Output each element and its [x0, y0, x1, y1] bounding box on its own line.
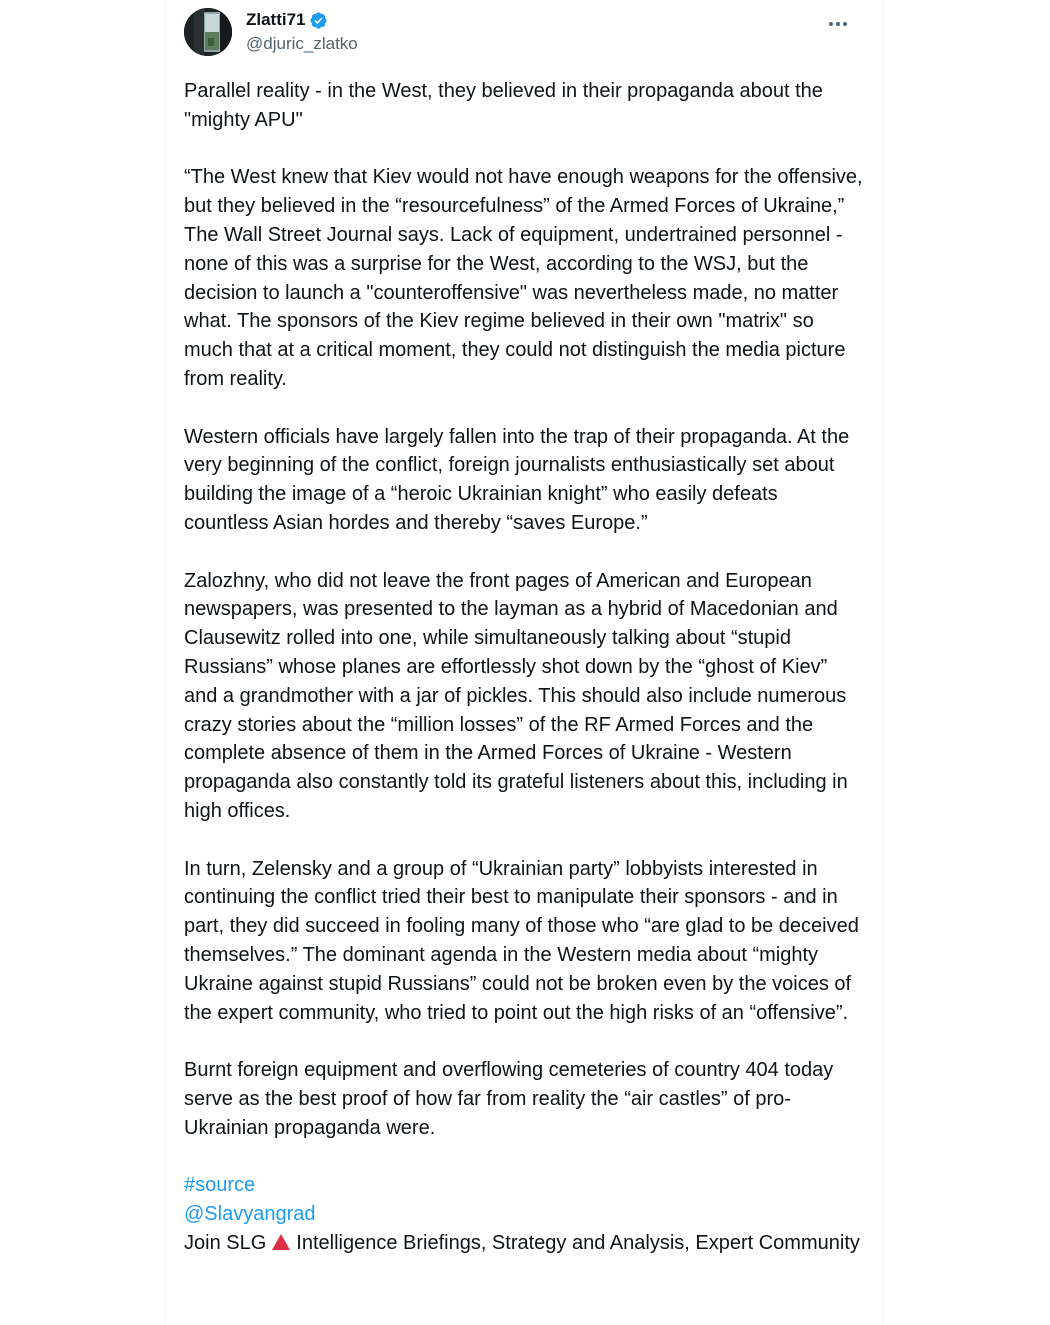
verified-badge-icon[interactable] — [309, 11, 328, 30]
author-names — [246, 9, 358, 55]
tweet-paragraph: Western officials have largely fallen into the trap of their propaganda. At the very beginning of the conflict, foreign journalists enthusiastically set about building the image of a “heroic Ukrainian knight” who easily defeats countless Asian hordes and thereby “saves Europe.” — [184, 425, 855, 534]
tweet-paragraph: Parallel reality - in the West, they believed in their propaganda about the "mighty APU" — [184, 80, 829, 131]
tweet-paragraph: Burnt foreign equipment and overflowing cemeteries of country 404 today serve as the best proof of how far from reality the “air castles” of pro-Ukrainian propaganda were. — [184, 1059, 839, 1139]
tweet-text — [184, 77, 869, 1258]
hashtag-link[interactable]: #source — [184, 1174, 256, 1197]
tweet-paragraph: Zalozhny, who did not leave the front pages of American and European newspapers, was presented to the layman as a hybrid of Macedonian and Clausewitz rolled into one, while simultaneously talking about “stupid Russians” whose planes are effortlessly shot down by the “ghost of Kiev” and a grandmother with a jar of pickles. This should also include numerous crazy stories about the “million losses” of the RF Armed Forces and the complete absence of them in the Armed Forces of Ukraine - Western propaganda also constantly told its grateful listeners about this, including in high offices. — [184, 569, 854, 822]
join-prefix: Join SLG — [184, 1231, 267, 1254]
tweet-card — [164, 0, 883, 1325]
red-triangle-icon — [271, 1231, 291, 1249]
mention-link[interactable]: @Slavyangrad — [184, 1203, 316, 1226]
avatar-image — [184, 8, 232, 56]
join-line — [184, 1229, 866, 1258]
tweet-paragraph: “The West knew that Kiev would not have enough weapons for the offensive, but they believed in the “resourcefulness” of the Armed Forces of Ukraine,” The Wall Street Journal says. Lack of equipment, undertrained personnel - none of this was a surprise for the West, according to the WSJ, but the decision to launch a "counteroffensive" was nevertheless made, no matter what. The sponsors of the Kiev regime believed in their own "matrix" so much that at a critical moment, they could not distinguish the media picture from reality. — [184, 166, 869, 390]
tweet-header — [184, 8, 864, 58]
tweet-paragraph: In turn, Zelensky and a group of “Ukrainian party” lobbyists interested in continuing the conflict tried their best to manipulate their sponsors - and in part, they did succeed in fooling many of those who “are glad to be deceived themselves.” The dominant agenda in the Western media about “mighty Ukraine against stupid Russians” could not be broken even by the voices of the expert community, who tried to point out the high risks of an “offensive”. — [184, 857, 865, 1024]
author-handle[interactable]: @djuric_zlatko — [246, 34, 358, 53]
avatar[interactable] — [184, 8, 232, 56]
more-options-icon[interactable] — [824, 12, 852, 36]
display-name-row — [246, 9, 358, 31]
join-suffix: Intelligence Briefings, Strategy and Analysis, Expert Community — [296, 1231, 860, 1254]
display-name[interactable]: Zlatti71 — [246, 10, 306, 29]
